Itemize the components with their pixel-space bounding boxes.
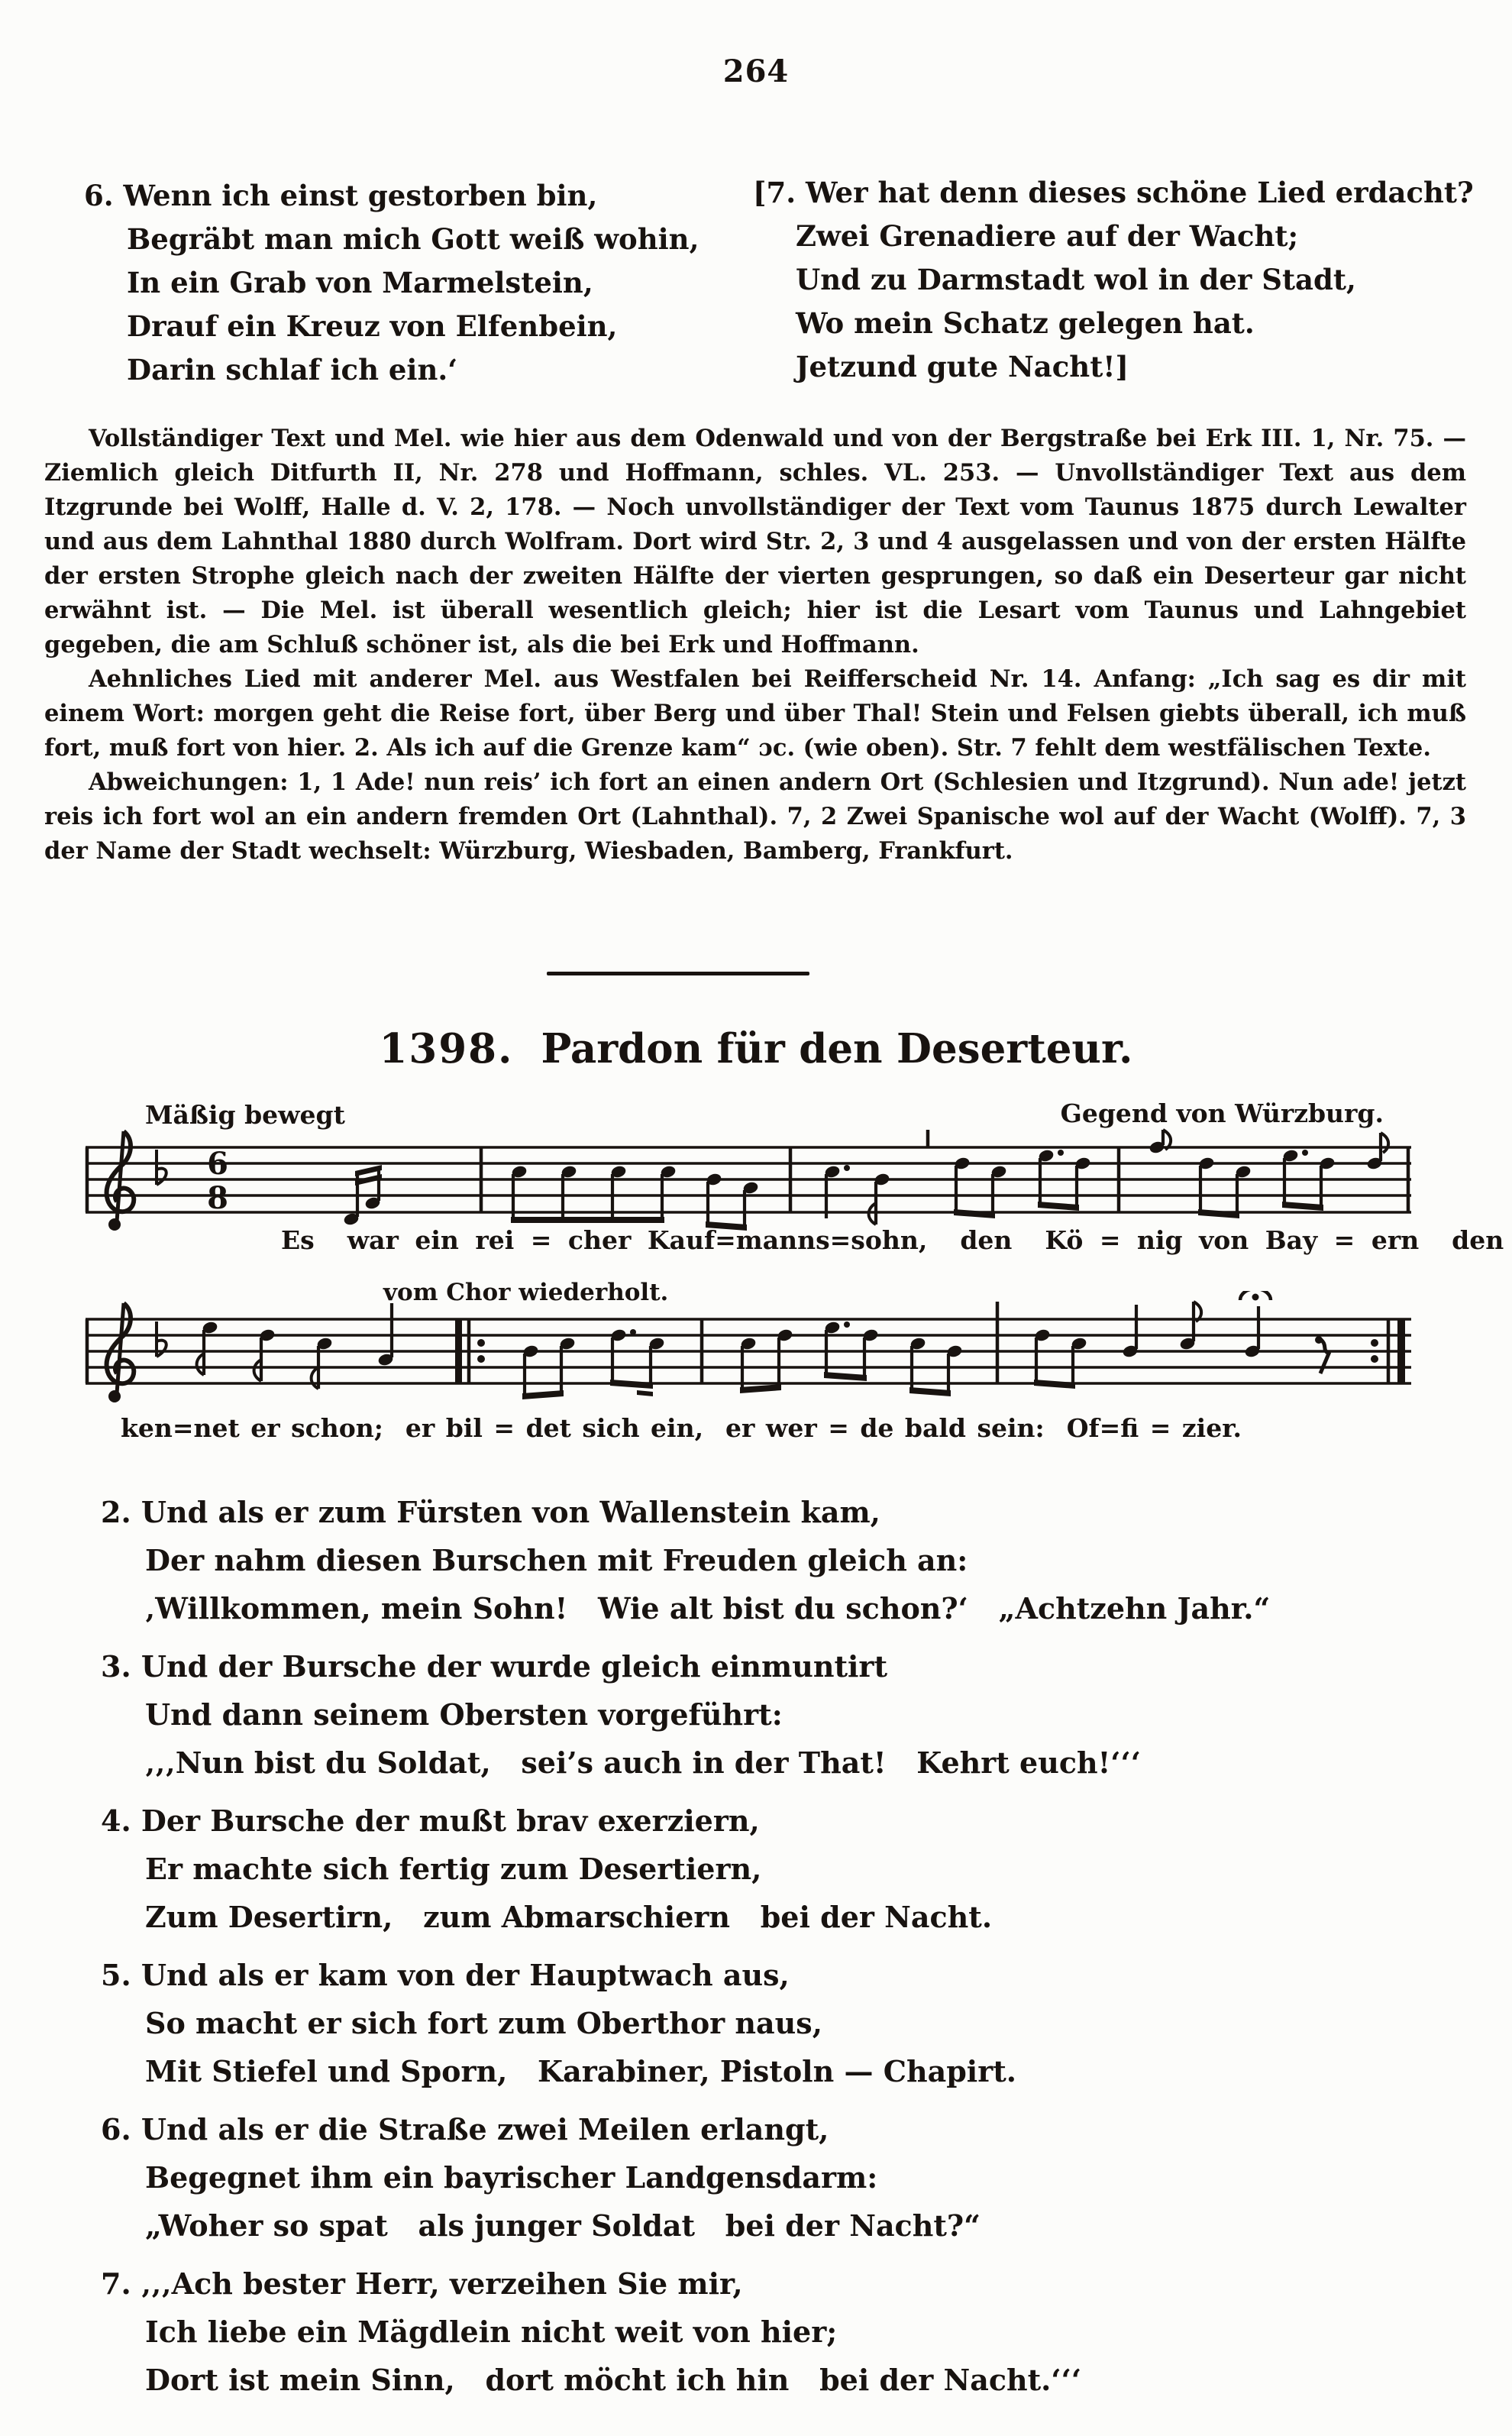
text-line: [7. Wer hat denn dieses schöne Lied erdacht? bbox=[753, 176, 1474, 209]
verse-4 bbox=[101, 1797, 1270, 1941]
lyrics-line-1: Es war ein rei = cher Kauf=manns=sohn, den Kö = nig von Bay = ern den bbox=[281, 1225, 1504, 1255]
time-signature bbox=[207, 1146, 228, 1216]
text-line: Jetzund gute Nacht!] bbox=[796, 350, 1129, 383]
song-title-text: Pardon für den Deserteur. bbox=[541, 1025, 1133, 1072]
chorus-annotation: vom Chor wiederholt. bbox=[383, 1279, 669, 1306]
commentary-paragraph: Vollständiger Text und Mel. wie hier aus dem Odenwald und von der Bergstraße bei Erk III. 1, Nr. 75. — Ziemlich gleich Ditfurth II, Nr. 278 und Hoffmann, schles. VL. 253. — Unvollständiger Text aus dem Itzgrunde bei Wolff, Halle d. V. 2, 178. — Noch unvollständiger der Text vom Taunus 1875 durch Lewalter und aus dem Lahnthal 1880 durch Wolfram. Dort wird Str. 2, 3 und 4 ausgelassen und von der ersten Hälfte der ersten Strophe gleich nach der zweiten Hälfte der vierten gesprungen, so daß ein Deserteur gar nicht erwähnt ist. — Die Mel. ist überall wesentlich gleich; hier ist die Lesart vom Taunus und Lahngebiet gegeben, die am Schluß schöner ist, als die bei Erk und Hoffmann. bbox=[44, 425, 1466, 658]
verse-list bbox=[101, 1488, 1270, 2414]
commentary-paragraph: Abweichungen: 1, 1 Ade! nun reis’ ich fort an einen andern Ort (Schlesien und Itzgrund). Nun ade! jetzt reis ich fort wol an ein andern fremden Ort (Lahnthal). 7, 2 Zwei Spanische wol auf der Wacht (Wolff). 7, 3 der Name der Stadt wechselt: Würzburg, Wiesbaden, Bamberg, Frankfurt. bbox=[44, 768, 1466, 865]
verse-5 bbox=[101, 1951, 1270, 2095]
verse-6-column bbox=[84, 174, 699, 392]
text-line: Dort ist mein Sinn, dort möcht ich hin bei der Nacht.‘‘‘ bbox=[145, 2363, 1082, 2397]
text-line: Und zu Darmstadt wol in der Stadt, bbox=[796, 263, 1356, 296]
verse-6 bbox=[101, 2105, 1270, 2250]
commentary-paragraph: Aehnliches Lied mit anderer Mel. aus Westfalen bei Reifferscheid Nr. 14. Anfang: „Ich sag es dir mit einem Wort: morgen geht die Reise fort, über Berg und über Thal! Stein und Felsen giebts überall, ich muß fort, muß fort von hier. 2. Als ich auf die Grenze kam“ ɔc. (wie oben). Str. 7 fehlt dem westfälischen Texte. bbox=[44, 665, 1466, 762]
notes-end bbox=[1149, 1130, 1388, 1218]
page-number: 264 bbox=[722, 53, 790, 89]
flat-sign-icon bbox=[157, 1322, 166, 1357]
commentary-block bbox=[44, 422, 1466, 869]
notes-run bbox=[511, 1164, 759, 1231]
text-line: 5. Und als er kam von der Hauptwach aus, bbox=[101, 1958, 790, 1992]
notes-pickup-phrase bbox=[197, 1303, 395, 1389]
tempo-marking: Mäßig bewegt bbox=[145, 1100, 345, 1130]
text-line: ‚Willkommen, mein Sohn! Wie alt bist du schon?‘ „Achtzehn Jahr.“ bbox=[145, 1591, 1271, 1626]
music-system-2 bbox=[84, 1291, 1413, 1413]
text-line: Wo mein Schatz gelegen hat. bbox=[796, 306, 1255, 340]
text-line: Begräbt man mich Gott weiß wohin, bbox=[127, 222, 699, 256]
notes-measure-2 bbox=[522, 1328, 665, 1399]
text-line: Zwei Grenadiere auf der Wacht; bbox=[796, 219, 1299, 253]
flat-sign-icon bbox=[157, 1150, 166, 1185]
music-system-1 bbox=[84, 1127, 1413, 1235]
text-line: Zum Desertirn, zum Abmarschiern bei der Nacht. bbox=[145, 1900, 993, 1934]
verse-7 bbox=[101, 2260, 1270, 2404]
text-line: 2. Und als er zum Fürsten von Wallenstein kam, bbox=[101, 1495, 880, 1529]
staff-lines bbox=[86, 1319, 1411, 1383]
fermata-note bbox=[1240, 1291, 1271, 1359]
source-note: Gegend von Würzburg. bbox=[1060, 1098, 1384, 1128]
text-line: Und dann seinem Obersten vorgeführt: bbox=[145, 1697, 783, 1732]
text-line: Der nahm diesen Burschen mit Freuden gleich an: bbox=[145, 1543, 968, 1577]
song-number: 1398. bbox=[379, 1025, 514, 1072]
text-line: Darin schlaf ich ein.‘ bbox=[127, 353, 458, 387]
section-divider bbox=[547, 972, 809, 975]
text-line: In ein Grab von Marmelstein, bbox=[127, 266, 593, 299]
text-line: Begegnet ihm ein bayrischer Landgensdarm: bbox=[145, 2160, 878, 2195]
notes-middle bbox=[824, 1130, 1091, 1224]
text-line: Mit Stiefel und Sporn, Karabiner, Pistoln — Chapirt. bbox=[145, 2054, 1017, 2088]
text-line: 3. Und der Bursche der wurde gleich einmuntirt bbox=[101, 1649, 888, 1684]
lyrics-line-2: ken=net er schon; er bil = det sich ein, er wer = de bald sein: Of=fi = zier. bbox=[121, 1413, 1242, 1443]
text-line: So macht er sich fort zum Oberthor naus, bbox=[145, 2006, 822, 2040]
text-line: 7. ‚‚‚Ach bester Herr, verzeihen Sie mir, bbox=[101, 2266, 743, 2301]
verse-2 bbox=[101, 1488, 1270, 1632]
verse-7-column bbox=[753, 171, 1474, 389]
svg-text:8: 8 bbox=[207, 1180, 228, 1216]
text-line: ‚‚‚Nun bist du Soldat, sei’s auch in der That! Kehrt euch!‘‘‘ bbox=[145, 1745, 1141, 1780]
text-line: 6. Wenn ich einst gestorben bin, bbox=[84, 179, 598, 212]
notes-measure-3 bbox=[740, 1320, 963, 1396]
song-title bbox=[0, 1025, 1512, 1072]
text-line: Er machte sich fertig zum Desertiern, bbox=[145, 1852, 762, 1886]
text-line: Drauf ein Kreuz von Elfenbein, bbox=[127, 309, 618, 343]
notes-measure-4 bbox=[1034, 1302, 1201, 1389]
text-line: Ich liebe ein Mägdlein nicht weit von hier; bbox=[145, 2315, 838, 2349]
staff-lines bbox=[86, 1147, 1411, 1212]
verse-3 bbox=[101, 1642, 1270, 1787]
text-line: 6. Und als er die Straße zwei Meilen erlangt, bbox=[101, 2112, 829, 2146]
text-line: „Woher so spat als junger Soldat bei der Nacht?“ bbox=[145, 2208, 981, 2243]
text-line: 4. Der Bursche der mußt brav exerziern, bbox=[101, 1804, 760, 1838]
svg-text:6: 6 bbox=[207, 1146, 228, 1182]
